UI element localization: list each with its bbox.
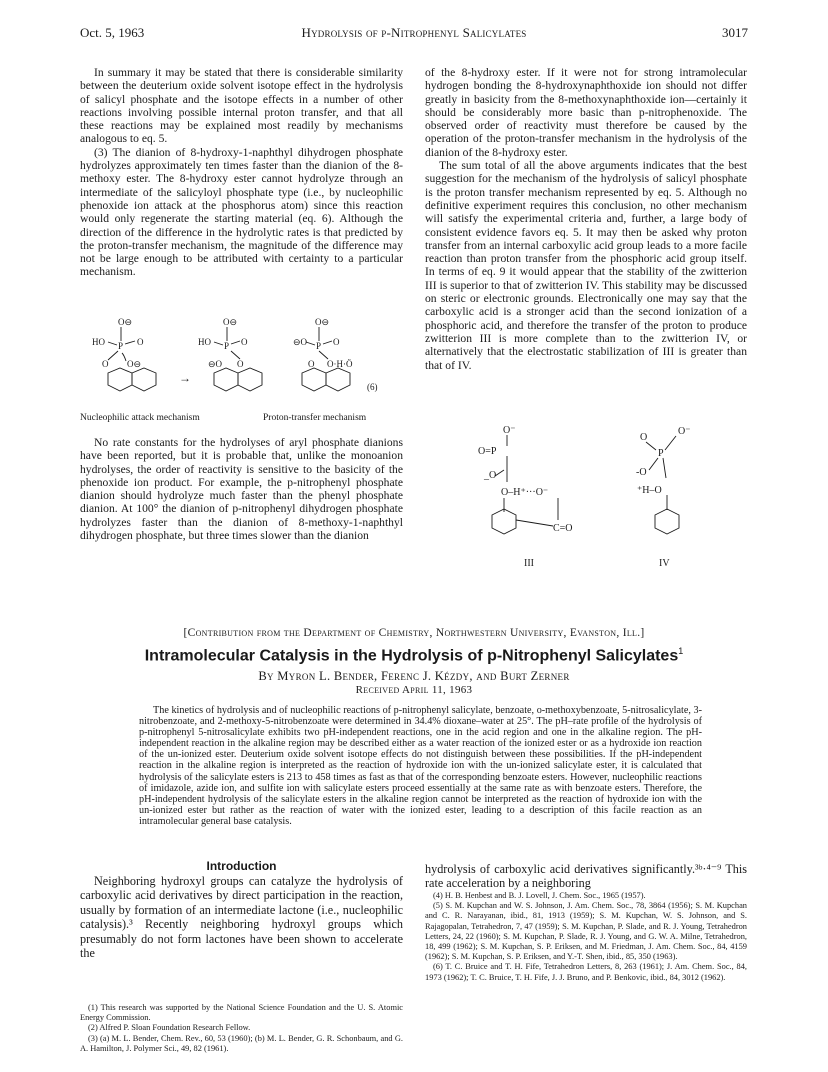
structure-iii xyxy=(478,425,573,569)
structure-starting-dianion xyxy=(92,317,156,391)
equation-number: (6) xyxy=(367,382,378,392)
svg-text:O⊖: O⊖ xyxy=(127,359,142,369)
paragraph: of the 8-hydroxy ester. If it were not for strong intramolecular hydrogen bonding the 8-hydroxynaphthoxide ion should not differ greatly in basicity from the 8-methoxynaphthoxide ion—certainly it should be considerably more basic than p-nitrophenoxide. The observed order of reactivity must therefore be caused by the operation of the proton-transfer mechanism in the hydrolysis of the dianion of the 8-hydroxy ester. xyxy=(425,66,747,159)
svg-text:P: P xyxy=(118,341,124,351)
abstract xyxy=(139,705,702,827)
scheme-drawing xyxy=(80,315,403,435)
footnote: (3) (a) M. L. Bender, Chem. Rev., 60, 53 (1960); (b) M. L. Bender, G. R. Schonbaum, and G. A. Hamilton, J. Polymer Sci., 49, 82 (1961). xyxy=(80,1033,403,1053)
paragraph: No rate constants for the hydrolyses of aryl phosphate dianions have been reported, but it is probable that, unlike the monoanion hydrolyses, the order of reactivity is sensitive to the basicity of the phenoxide ion product. For example, the p-nitrophenyl phosphate dianion should hydrolyze much faster than the phenyl phosphate dianion. At 100° the dianion of p-nitrophenyl dihydrogen phosphate hydrolyzes faster than the dianion of 8-methoxy-1-naphthyl dihydrogen phosphate, but three times slower than the dianion xyxy=(80,436,403,543)
svg-text:O⊖: O⊖ xyxy=(118,317,133,327)
scheme-label-nucleophilic: Nucleophilic attack mechanism xyxy=(80,413,200,423)
svg-text:O·H·Ö: O·H·Ö xyxy=(327,359,353,369)
label-iv: IV xyxy=(659,558,670,569)
svg-text:O⁻: O⁻ xyxy=(678,426,691,437)
introduction-heading: Introduction xyxy=(206,859,277,873)
reaction-scheme-6 xyxy=(80,315,403,435)
footnote: (2) Alfred P. Sloan Foundation Research Fellow. xyxy=(88,1023,251,1033)
footnotes-right xyxy=(425,891,747,983)
footnote: (1) This research was supported by the National Science Foundation and the U. S. Atomic Energy Commission. xyxy=(80,1003,403,1023)
left-column-bottom xyxy=(80,436,403,542)
svg-text:O⊖: O⊖ xyxy=(223,317,238,327)
svg-text:⁺H–O: ⁺H–O xyxy=(637,485,662,496)
structure-after-attack xyxy=(198,317,262,391)
zwitterion-structures xyxy=(440,420,740,570)
footnotes-left xyxy=(80,1003,403,1054)
running-header xyxy=(80,25,748,41)
svg-text:O: O xyxy=(333,337,340,347)
left-column-top xyxy=(80,66,403,279)
svg-text:O: O xyxy=(237,359,244,369)
svg-text:⊖O: ⊖O xyxy=(293,337,308,347)
svg-text:O=P: O=P xyxy=(478,446,497,457)
right-column-top xyxy=(425,66,747,372)
structure-iv xyxy=(636,426,691,569)
svg-text:O⁻: O⁻ xyxy=(503,425,516,436)
header-date: Oct. 5, 1963 xyxy=(80,25,145,40)
svg-text:C=O: C=O xyxy=(553,523,573,534)
label-iii: III xyxy=(524,558,534,569)
svg-text:O: O xyxy=(241,337,248,347)
svg-text:P: P xyxy=(224,341,230,351)
svg-text:P: P xyxy=(316,341,322,351)
svg-text:O: O xyxy=(640,432,648,443)
abstract-text: The kinetics of hydrolysis and of nucleophilic reactions of p-nitrophenyl salicylate, benzoate, o-methoxybenzoate, 5-nitrosalicylate, 3-nitrobenzoate, and 2-methoxy-5-nitrobenzoate were determined in 34.4% dioxane–water at 25°. The pH–rate profile of the hydrolysis of p-nitrophenyl 5-nitrosalicylate exhibits two pH-independent reactions, one in the acid region and one in the alkaline region. The pH-independent reaction in the alkaline region may be described either as a water reaction of the ionized ester or as a hydroxide ion reaction of the un-ionized ester. Deuterium oxide solvent isotope effects do not distinguish between these possibilities. If the pH-independent reaction in the alkaline region is interpreted as the reaction of hydroxide ion with the un-ionized salicylate ester, it is calculated that hydrolysis of the salicylate esters is 213 to 458 times as fast as that of the corresponding benzoate esters. However, nucleophilic reactions of imidazole, azide ion, and sulfite ion with salicylate esters proceed essentially at the same rate as with benzoate esters. Therefore, the pH-independent hydrolysis of the salicylate esters in the alkaline region cannot be interpreted as the reaction of hydroxide ion with the un-ionized ester but rather as the reaction of water with the ionized ester, leading to a description of this facile reaction as an intramolecular general base catalysis. xyxy=(139,705,702,827)
footnote: (5) S. M. Kupchan and W. S. Johnson, J. Am. Chem. Soc., 78, 3864 (1956); S. M. Kupchan and C. R. Narayanan, ibid., 81, 1913 (1959); S. M. Kupchan, W. S. Johnson, and S. Rajagopalan, Tetrahedron, 7, 47 (1959); S. M. Kupchan, P. Slade, and R. J. Young, Tetrahedron Letters, 24, 22 (1960); S. M. Kupchan, P. Slade, R. J. Young, and G. W. A. Milne, Tetrahedron, 18, 499 (1962); S. M. Kupchan, S. P. Eriksen, and M. Friedman, J. Am. Chem. Soc., 84, 4159 (1962); S. M. Kupchan, S. P. Eriksen, and Y.-T. Shen, ibid., 85, 350 (1963). xyxy=(425,901,747,962)
header-page-number: 3017 xyxy=(722,25,748,40)
paragraph: hydrolysis of carboxylic acid derivatives significantly.³ᵇ·⁴⁻⁹ This rate acceleration by a neighboring xyxy=(425,862,747,891)
svg-text:HO: HO xyxy=(198,337,211,347)
footnote: (4) H. B. Henbest and B. J. Lovell, J. Chem. Soc., 1965 (1957). xyxy=(433,891,646,900)
svg-text:-O: -O xyxy=(636,467,647,478)
structure-proton-transfer xyxy=(293,317,353,391)
introduction-left xyxy=(80,874,403,960)
svg-text:HO: HO xyxy=(92,337,105,347)
contribution-line: [Contribution from the Department of Chemistry, Northwestern University, Evanston, Ill.] xyxy=(183,627,645,639)
svg-text:P: P xyxy=(658,448,664,459)
svg-text:O⊖: O⊖ xyxy=(315,317,330,327)
paragraph: In summary it may be stated that there is considerable similarity between the deuterium oxide solvent isotope effect in the hydrolysis of salicyl phosphate and the isotope effects in a number of other reactions involving possible internal proton transfer, and that all these reactions may be explained most readily by mechanisms analogous to eq. 5. xyxy=(80,66,403,146)
authors-text: By Myron L. Bender, Ferenc J. Kézdy, and Burt Zerner xyxy=(258,669,570,683)
footnote: (6) T. C. Bruice and T. H. Fife, Tetrahedron Letters, 8, 263 (1961); J. Am. Chem. Soc., 84, 1973 (1962); T. C. Bruice, T. H. Fife, J. J. Bruno, and P. Benkovic, ibid., 84, 3012 (1962). xyxy=(425,962,747,982)
svg-text:O: O xyxy=(102,359,109,369)
svg-text:O: O xyxy=(137,337,144,347)
paragraph: The sum total of all the above arguments indicates that the best suggestion for the mechanism of the hydrolysis of salicyl phosphate is the proton transfer mechanism represented by eq. 5. Although no definitive experiment requires this conclusion, no other mechanism will satisfy the experimental criteria and, further, a large body of consistent evidence favors eq. 5. It may then be asked why proton transfer from an internal carboxylic acid group leads to a more facile reaction than proton transfer from the phosphoric acid group itself. In terms of eq. 9 it would appear that the stability of the zwitterion III is superior to that of zwitterion IV. This stability may be discussed on steric or electronic grounds. Electronically one may say that the carboxylic acid is a stronger acid than the second ionization of a phosphoric acid, and therefore the transfer of the proton to produce zwitterion III is more complete than to the zwitterion IV, or alternatively that the electrostatic stabilization of III is greater than that of IV. xyxy=(425,159,747,372)
svg-text:⊖O: ⊖O xyxy=(208,359,223,369)
header-running-title: Hydrolysis of p-Nitrophenyl Salicylates xyxy=(301,25,527,40)
article-title-text: Intramolecular Catalysis in the Hydrolysis of p-Nitrophenyl Salicylates xyxy=(144,647,679,665)
title-footnote-marker: 1 xyxy=(678,646,684,656)
svg-text:O: O xyxy=(308,359,315,369)
zwitterion-drawing xyxy=(440,420,740,570)
introduction-right xyxy=(425,862,747,891)
authors xyxy=(80,669,748,684)
paragraph: (3) The dianion of 8-hydroxy-1-naphthyl dihydrogen phosphate hydrolyzes approximately ten times faster than the dianion of the 8-methoxy ester. The 8-hydroxy ester cannot hydrolyze through an intermediate of the salicyloyl phosphate type (i.e., by nucleophilic phenoxide ion attack at the phosphorus atom) since this reaction would only regenerate the starting material (eq. 6). Although the direction of the difference in the hydrolytic rates is that predicted by the proton-transfer mechanism, the magnitude of the difference may not be large enough to be attributed with certainty to a particular mechanism. xyxy=(80,145,403,279)
article-title xyxy=(60,646,768,665)
svg-text:_O: _O xyxy=(484,470,497,481)
scheme-label-proton-transfer: Proton-transfer mechanism xyxy=(263,413,367,423)
received-date: Received April 11, 1963 xyxy=(355,684,473,696)
svg-text:O–H⁺···O⁻: O–H⁺···O⁻ xyxy=(501,487,549,498)
paragraph: Neighboring hydroxyl groups can catalyze the hydrolysis of carboxylic acid derivatives by direct participation in the reaction, usually by formation of an intermediate lactone (i.e., nucleophilic catalysis).³ Recently neighboring hydroxyl groups which presumably do not form lactones have been shown to accelerate the xyxy=(80,874,403,961)
svg-text:→: → xyxy=(179,371,191,385)
